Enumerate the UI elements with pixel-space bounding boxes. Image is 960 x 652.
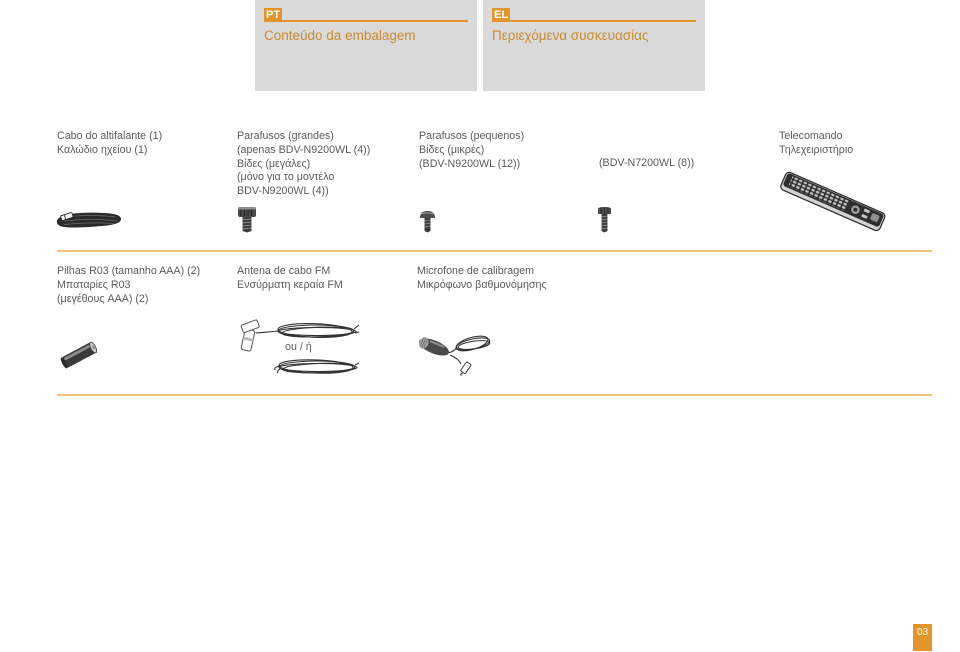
section-title-pt: Conteúdo da embalagem (264, 28, 416, 43)
item-label-line: Μικρόφωνο βαθμονόμησης (417, 278, 547, 291)
calibration-microphone-icon (415, 331, 493, 379)
item-label-line: (apenas BDV-N9200WL (4)) (237, 143, 371, 156)
large-screw-icon (237, 206, 257, 233)
item-label-line: Antena de cabo FM (237, 265, 331, 277)
item-label-line: Microfone de calibragem (417, 265, 535, 277)
item-label-line: Parafusos (pequenos) (419, 130, 525, 142)
section-divider (57, 394, 932, 396)
header-rule-pt (264, 20, 468, 22)
package-item-speaker-cable (57, 130, 162, 158)
item-label-line: Ενσύρματη κεραία FM (237, 278, 343, 291)
item-label-line: (μόνο για το μοντέλο (237, 171, 335, 184)
header-rule-el (492, 20, 696, 22)
item-label-line: (μεγέθους AAA) (2) (57, 292, 149, 305)
package-item-fm-antenna (237, 265, 343, 293)
item-label-line: Τηλεχειριστήριο (779, 143, 854, 156)
small-screw-icon (419, 210, 436, 233)
page-number: 03 (913, 624, 932, 651)
header-panel-pt (255, 0, 477, 91)
speaker-cable-icon (56, 209, 122, 230)
item-label-line: Μπαταρίες R03 (57, 278, 131, 291)
section-divider (57, 250, 932, 252)
package-item-calibration-microphone (417, 265, 547, 293)
item-label-line: BDV-N9200WL (4)) (237, 185, 329, 198)
screw-icon (597, 206, 612, 233)
item-label-line: (BDV-N7200WL (8)) (599, 157, 695, 169)
item-label-line: Cabo do altifalante (1) (57, 130, 163, 142)
item-label-line: Telecomando (779, 130, 843, 142)
package-item-small-screws (419, 130, 524, 171)
item-label-line: Βίδες (μικρές) (419, 143, 485, 156)
antenna-alternative-label: ou / ή (285, 341, 312, 353)
package-item-large-screws (237, 130, 370, 199)
language-tag-pt: PT (266, 9, 281, 21)
item-label-line: Pilhas R03 (tamanho AAA) (2) (57, 265, 201, 277)
item-label-line: Parafusos (grandes) (237, 130, 334, 142)
item-label-line: (BDV-N9200WL (12)) (419, 157, 521, 170)
package-item-small-screws-n7200 (599, 157, 694, 171)
package-item-remote-control (779, 130, 853, 158)
battery-icon (59, 341, 99, 369)
package-item-batteries (57, 265, 200, 306)
header-panel-el (483, 0, 705, 91)
item-label-line: Βίδες (μεγάλες) (237, 157, 311, 170)
remote-control-icon (778, 168, 888, 234)
section-title-el: Περιεχόμενα συσκευασίας (492, 28, 649, 43)
language-tag-el: EL (494, 9, 509, 21)
item-label-line: Καλώδιο ηχείου (1) (57, 143, 148, 156)
